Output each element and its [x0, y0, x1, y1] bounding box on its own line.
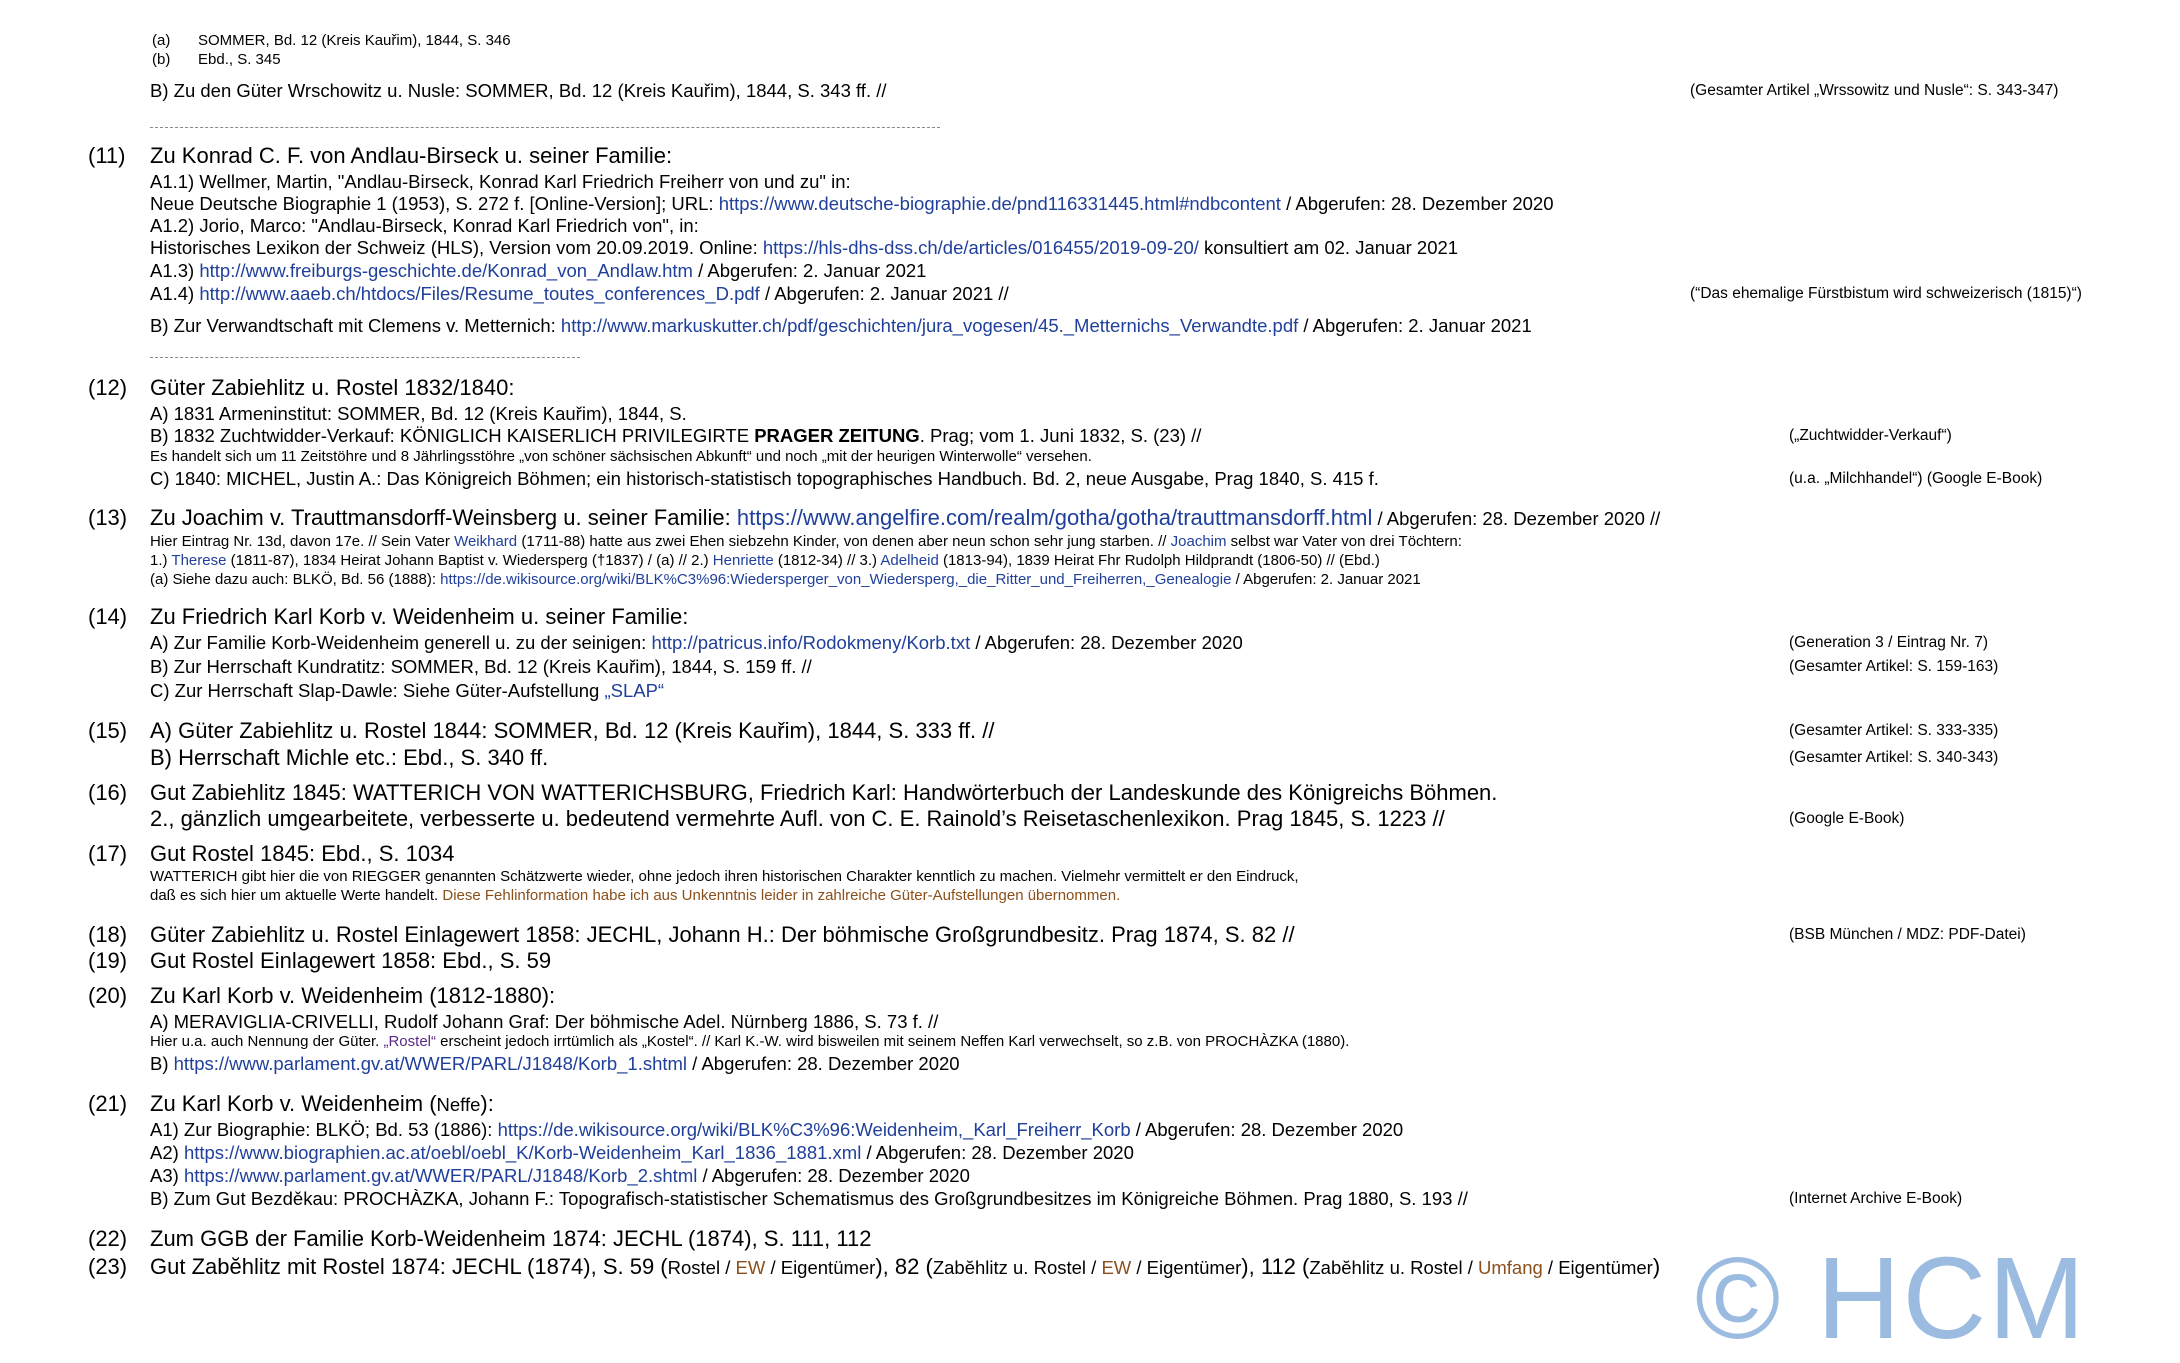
entry-comment: daß es sich hier um aktuelle Werte handelt. Diese Fehlinformation habe ich aus Unkenntnis leider in zahlreiche Güter-Aufstellungen übernommen.	[150, 887, 1121, 904]
person-name: Weikhard	[454, 533, 518, 550]
entry-note: (BSB München / MDZ: PDF-Datei)	[1789, 926, 2026, 943]
entry-comment: Hier u.a. auch Nennung der Güter. „Rostel“ erscheint jedoch irrtümlich als „Kostel“. // Karl K.-W. wird bisweilen mit seinem Neffen Karl verwechselt, so z.B. von PROCHÀZKA (1880).	[150, 1033, 1350, 1050]
parlament-link[interactable]: https://www.parlament.gv.at/WWER/PARL/J1848/Korb_2.shtml	[183, 1165, 698, 1186]
entry-line: A1.3) http://www.freiburgs-geschichte.de/Konrad_von_Andlaw.htm / Abgerufen: 2. Januar 2021	[150, 260, 927, 281]
patricus-link[interactable]: http://patricus.info/Rodokmeny/Korb.txt	[651, 632, 971, 653]
entry-number: (16)	[88, 780, 128, 805]
separator	[150, 357, 580, 358]
entry-note: (Google E-Book)	[1789, 810, 1905, 827]
top-b-line: B) Zu den Güter Wrschowitz u. Nusle: SOMMER, Bd. 12 (Kreis Kauřim), 1844, S. 343 ff. //	[150, 80, 887, 101]
entry-title: Zu Karl Korb v. Weidenheim (1812-1880):	[150, 983, 556, 1008]
biographien-link[interactable]: https://www.biographien.ac.at/oebl/oebl_K/Korb-Weidenheim_Karl_1836_1881.xml	[183, 1142, 862, 1163]
entry-line: C) 1840: MICHEL, Justin A.: Das Königreich Böhmen; ein historisch-statistisch topographisches Handbuch. Bd. 2, neue Ausgabe, Prag 1840, S. 415 f.	[150, 468, 1379, 489]
entry-line: Gut Rostel Einlagewert 1858: Ebd., S. 59	[150, 948, 552, 973]
entry-number: (12)	[88, 375, 128, 400]
entry-line: Güter Zabiehlitz u. Rostel Einlagewert 1858: JECHL, Johann H.: Der böhmische Großgrundbesitz. Prag 1874, S. 82 //	[150, 922, 1295, 947]
markuskutter-link[interactable]: http://www.markuskutter.ch/pdf/geschichten/jura_vogesen/45._Metternichs_Verwandte.pdf	[560, 315, 1299, 336]
entry-line: Zum GGB der Familie Korb-Weidenheim 1874: JECHL (1874), S. 111, 112	[150, 1226, 872, 1251]
copyright-watermark: © HCM	[1695, 1233, 2087, 1363]
entry-comment: Hier Eintrag Nr. 13d, davon 17e. // Sein Vater Weikhard (1711-88) hatte aus zwei Ehen siebzehn Kinder, von denen aber neun schon sehr jung starben. // Joachim selbst war Vater von drei Töchtern:	[150, 533, 1462, 550]
entry-note: (u.a. „Milchhandel“) (Google E-Book)	[1789, 470, 2043, 487]
entry-note: („Zuchtwidder-Verkauf“)	[1789, 427, 1952, 444]
entry-note: (Gesamter Artikel: S. 159-163)	[1789, 658, 1999, 675]
entry-line: C) Zur Herrschaft Slap-Dawle: Siehe Güter-Aufstellung „SLAP“	[150, 680, 665, 701]
entry-line: A) MERAVIGLIA-CRIVELLI, Rudolf Johann Graf: Der böhmische Adel. Nürnberg 1886, S. 73 f. //	[150, 1011, 939, 1032]
entry-comment: (a) Siehe dazu auch: BLKÖ, Bd. 56 (1888): https://de.wikisource.org/wiki/BLK%C3%96:Wiedersperger_von_Wiedersperg,_die_Ritter_und_Freiherren,_Genealogie / Abgerufen: 2. Januar 2021	[150, 571, 1421, 588]
freiburgs-link[interactable]: http://www.freiburgs-geschichte.de/Konrad_von_Andlaw.htm	[199, 260, 693, 281]
entry-number: (18)	[88, 922, 128, 947]
entry-number: (14)	[88, 604, 128, 629]
entry-line: A) Zur Familie Korb-Weidenheim generell u. zu der seinigen: http://patricus.info/Rodokmeny/Korb.txt / Abgerufen: 28. Dezember 2020	[150, 632, 1243, 653]
person-name: Adelheid	[880, 552, 939, 569]
entry-line: B) Zur Herrschaft Kundratitz: SOMMER, Bd. 12 (Kreis Kauřim), 1844, S. 159 ff. //	[150, 656, 812, 677]
hls-link[interactable]: https://hls-dhs-dss.ch/de/articles/016455/2019-09-20/	[762, 237, 1199, 258]
entry-line: B) https://www.parlament.gv.at/WWER/PARL/J1848/Korb_1.shtml / Abgerufen: 28. Dezember 2020	[150, 1053, 960, 1074]
footnote-a	[152, 32, 511, 49]
entry-number: (15)	[88, 718, 128, 743]
entry-number: (11)	[88, 143, 126, 168]
entry-comment: Es handelt sich um 11 Zeitstöhre und 8 Jährlingsstöhre „von schöner sächsischen Abkunft“ und noch „mit der heurigen Winterwolle“ versehen.	[150, 448, 1092, 465]
aaeb-link[interactable]: http://www.aaeb.ch/htdocs/Files/Resume_toutes_conferences_D.pdf	[199, 283, 760, 304]
wikisource-link[interactable]: https://de.wikisource.org/wiki/BLK%C3%96:Wiedersperger_von_Wiedersperg,_die_Ritter_und_Freiherren,_Genealogie	[440, 571, 1232, 588]
entry-line: A1.1) Wellmer, Martin, "Andlau-Birseck, Konrad Karl Friedrich Freiherr von und zu" in:	[150, 171, 851, 192]
entry-line: 2., gänzlich umgearbeitete, verbesserte u. bedeutend vermehrte Aufl. von C. E. Rainold’s Reisetaschenlexikon. Prag 1845, S. 1223 //	[150, 806, 1445, 831]
entry-note: (Gesamter Artikel: S. 333-335)	[1789, 722, 1999, 739]
entry-title: Zu Karl Korb v. Weidenheim (Neffe):	[150, 1091, 494, 1116]
entry-comment: WATTERICH gibt hier die von RIEGGER genannten Schätzwerte wieder, ohne jedoch ihren historischen Charakter kenntlich zu machen. Vielmehr vermittelt er den Eindruck,	[150, 868, 1299, 885]
entry-line: A) 1831 Armeninstitut: SOMMER, Bd. 12 (Kreis Kauřim), 1844, S.	[150, 403, 687, 424]
footnote-b-text: Ebd., S. 345	[198, 51, 281, 68]
top-b-note: (Gesamter Artikel „Wrssowitz und Nusle“: S. 343-347)	[1690, 82, 2059, 99]
entry-title: Güter Zabiehlitz u. Rostel 1832/1840:	[150, 375, 515, 400]
entry-number: (13)	[88, 505, 128, 530]
entry-line: B) Herrschaft Michle etc.: Ebd., S. 340 ff.	[150, 745, 549, 770]
entry-line: A) Güter Zabiehlitz u. Rostel 1844: SOMMER, Bd. 12 (Kreis Kauřim), 1844, S. 333 ff. //	[150, 718, 995, 743]
footnote-a-text: SOMMER, Bd. 12 (Kreis Kauřim), 1844, S. 346	[198, 32, 511, 49]
entry-line: B) Zur Verwandtschaft mit Clemens v. Metternich: http://www.markuskutter.ch/pdf/geschichten/jura_vogesen/45._Metternichs_Verwandte.pdf / Abgerufen: 2. Januar 2021	[150, 315, 1532, 336]
entry-number: (21)	[88, 1091, 128, 1116]
entry-line: Gut Zabĕhlitz mit Rostel 1874: JECHL (1874), S. 59 (Rostel / EW / Eigentümer), 82 (Zabĕhlitz u. Rostel / EW / Eigentümer), 112 (Zabĕhlitz u. Rostel / Umfang / Eigentümer)	[150, 1254, 1661, 1279]
separator	[150, 127, 940, 128]
person-name: Henriette	[712, 552, 774, 569]
entry-line: Historisches Lexikon der Schweiz (HLS), Version vom 20.09.2019. Online: https://hls-dhs-dss.ch/de/articles/016455/2019-09-20/ konsultiert am 02. Januar 2021	[150, 237, 1459, 258]
wikisource-link[interactable]: https://de.wikisource.org/wiki/BLK%C3%96:Weidenheim,_Karl_Freiherr_Korb	[497, 1119, 1131, 1140]
entry-comment: 1.) Therese (1811-87), 1834 Heirat Johann Baptist v. Wiedersperg (†1837) / (a) // 2.) Henriette (1812-34) // 3.) Adelheid (1813-94), 1839 Heirat Fhr Rudolph Hildprandt (1806-50) // (Ebd.)	[150, 552, 1380, 569]
entry-title: Zu Joachim v. Trauttmansdorff-Weinsberg u. seiner Familie: https://www.angelfire.com/realm/gotha/gotha/trauttmansdorff.html / Abgerufen: 28. Dezember 2020 //	[150, 505, 1661, 530]
parlament-link[interactable]: https://www.parlament.gv.at/WWER/PARL/J1848/Korb_1.shtml	[173, 1053, 688, 1074]
entry-number: (23)	[88, 1254, 128, 1279]
entry-line: A2) https://www.biographien.ac.at/oebl/oebl_K/Korb-Weidenheim_Karl_1836_1881.xml / Abgerufen: 28. Dezember 2020	[150, 1142, 1134, 1163]
entry-number: (19)	[88, 948, 128, 973]
entry-line: Neue Deutsche Biographie 1 (1953), S. 272 f. [Online-Version]; URL: https://www.deutsche-biographie.de/pnd116331445.html#ndbcontent / Abgerufen: 28. Dezember 2020	[150, 193, 1554, 214]
entry-note: (“Das ehemalige Fürstbistum wird schweizerisch (1815)“)	[1690, 285, 2082, 302]
entry-line: A1.4) http://www.aaeb.ch/htdocs/Files/Resume_toutes_conferences_D.pdf / Abgerufen: 2. Januar 2021 //	[150, 283, 1009, 304]
entry-line: B) Zum Gut Bezděkau: PROCHÀZKA, Johann F.: Topografisch-statistischer Schematismus des Großgrundbesitzes im Königreiche Böhmen. Prag 1880, S. 193 //	[150, 1188, 1468, 1209]
entry-line: A1.2) Jorio, Marco: "Andlau-Birseck, Konrad Karl Friedrich von", in:	[150, 215, 699, 236]
footnote-a-mark: (a)	[152, 32, 171, 49]
person-name: Joachim	[1170, 533, 1227, 550]
entry-title: Zu Friedrich Karl Korb v. Weidenheim u. seiner Familie:	[150, 604, 689, 629]
entry-note: (Generation 3 / Eintrag Nr. 7)	[1789, 634, 1989, 651]
entry-line: A1) Zur Biographie: BLKÖ; Bd. 53 (1886): https://de.wikisource.org/wiki/BLK%C3%96:Weidenheim,_Karl_Freiherr_Korb / Abgerufen: 28. Dezember 2020	[150, 1119, 1404, 1140]
footnote-b	[152, 51, 281, 68]
entry-number: (17)	[88, 841, 128, 866]
angelfire-link[interactable]: https://www.angelfire.com/realm/gotha/gotha/trauttmansdorff.html	[736, 505, 1373, 530]
entry-title: Zu Konrad C. F. von Andlau-Birseck u. seiner Familie:	[150, 143, 673, 168]
entry-number: (22)	[88, 1226, 128, 1251]
person-name: Therese	[171, 552, 227, 569]
entry-line: B) 1832 Zuchtwidder-Verkauf: KÖNIGLICH KAISERLICH PRIVILEGIRTE PRAGER ZEITUNG. Prag; vom 1. Juni 1832, S. (23) //	[150, 425, 1202, 446]
entry-number: (20)	[88, 983, 128, 1008]
footnote-b-mark: (b)	[152, 51, 171, 68]
entry-line: A3) https://www.parlament.gv.at/WWER/PARL/J1848/Korb_2.shtml / Abgerufen: 28. Dezember 2020	[150, 1165, 970, 1186]
slap-link[interactable]: „SLAP“	[604, 680, 665, 701]
entry-note: (Gesamter Artikel: S. 340-343)	[1789, 749, 1999, 766]
entry-title: Gut Rostel 1845: Ebd., S. 1034	[150, 841, 455, 866]
ndb-link[interactable]: https://www.deutsche-biographie.de/pnd116331445.html#ndbcontent	[718, 193, 1281, 214]
entry-line: Gut Zabiehlitz 1845: WATTERICH VON WATTERICHSBURG, Friedrich Karl: Handwörterbuch der Landeskunde des Königreichs Böhmen.	[150, 780, 1498, 805]
entry-note: (Internet Archive E-Book)	[1789, 1190, 1963, 1207]
